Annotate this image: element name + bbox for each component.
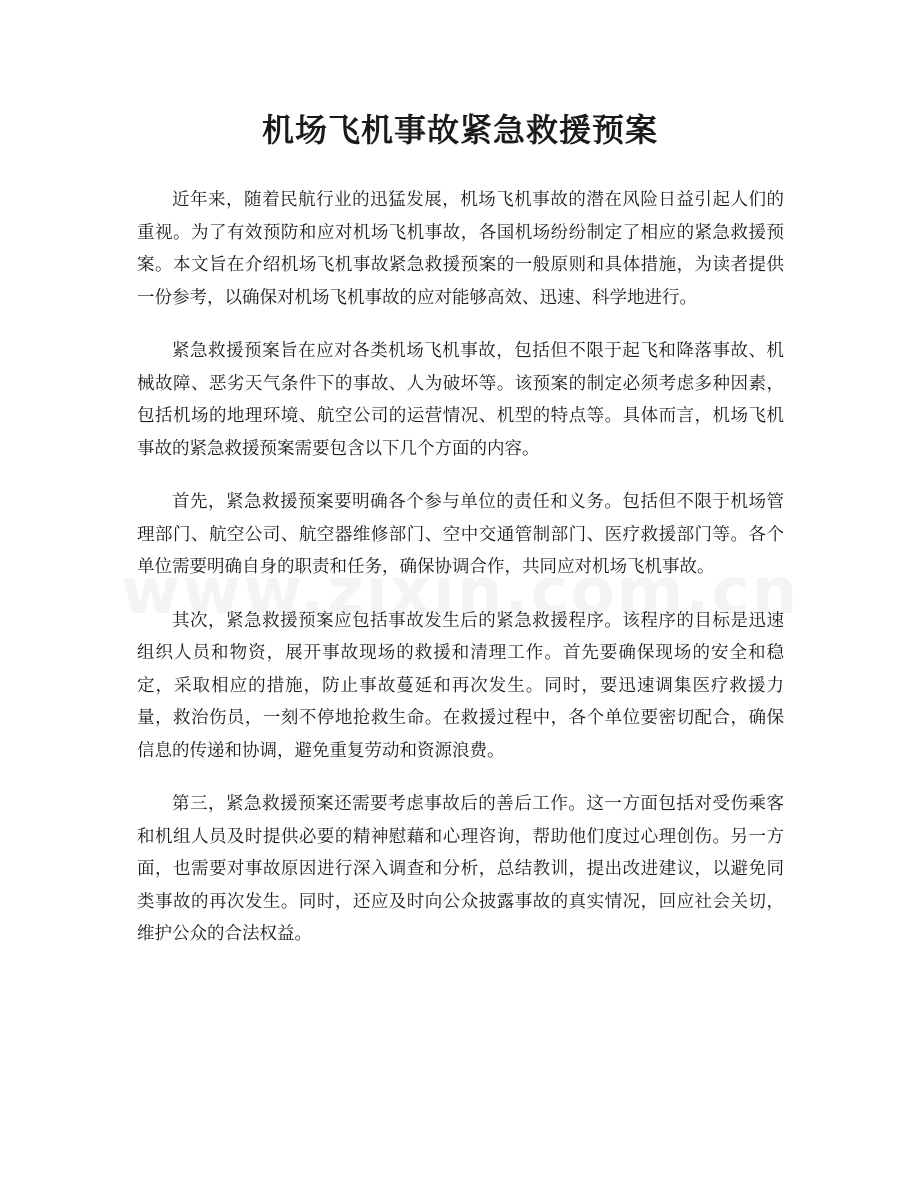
document-body [137, 184, 784, 972]
paragraph-2: 紧急救援预案旨在应对各类机场飞机事故，包括但不限于起飞和降落事故、机械故障、恶劣天气条件下的事故、人为破坏等。该预案的制定必须考虑多种因素，包括机场的地理环境、航空公司的运营情况、机型的特点等。具体而言，机场飞机事故的紧急救援预案需要包含以下几个方面的内容。 [137, 341, 784, 459]
paragraph-3: 首先，紧急救援预案要明确各个参与单位的责任和义务。包括但不限于机场管理部门、航空公司、航空器维修部门、空中交通管制部门、医疗救援部门等。各个单位需要明确自身的职责和任务，确保协调合作，共同应对机场飞机事故。 [137, 492, 784, 577]
paragraph-5: 第三，紧急救援预案还需要考虑事故后的善后工作。这一方面包括对受伤乘客和机组人员及时提供必要的精神慰藉和心理咨询，帮助他们度过心理创伤。另一方面，也需要对事故原因进行深入调查和分析，总结教训，提出改进建议，以避免同类事故的再次发生。同时，还应及时向公众披露事故的真实情况，回应社会关切，维护公众的合法权益。 [137, 794, 784, 944]
paragraph-4: 其次，紧急救援预案应包括事故发生后的紧急救援程序。该程序的目标是迅速组织人员和物资，展开事故现场的救援和清理工作。首先要确保现场的安全和稳定，采取相应的措施，防止事故蔓延和再次发生。同时，要迅速调集医疗救援力量，救治伤员，一刻不停地抢救生命。在救援过程中，各个单位要密切配合，确保信息的传递和协调，避免重复劳动和资源浪费。 [137, 610, 784, 761]
document-title: 机场飞机事故紧急救援预案 [261, 111, 658, 149]
paragraph-1: 近年来，随着民航行业的迅猛发展，机场飞机事故的潜在风险日益引起人们的重视。为了有效预防和应对机场飞机事故，各国机场纷纷制定了相应的紧急救援预案。本文旨在介绍机场飞机事故紧急救援预案的一般原则和具体措施，为读者提供一份参考，以确保对机场飞机事故的应对能够高效、迅速、科学地进行。 [137, 190, 784, 308]
